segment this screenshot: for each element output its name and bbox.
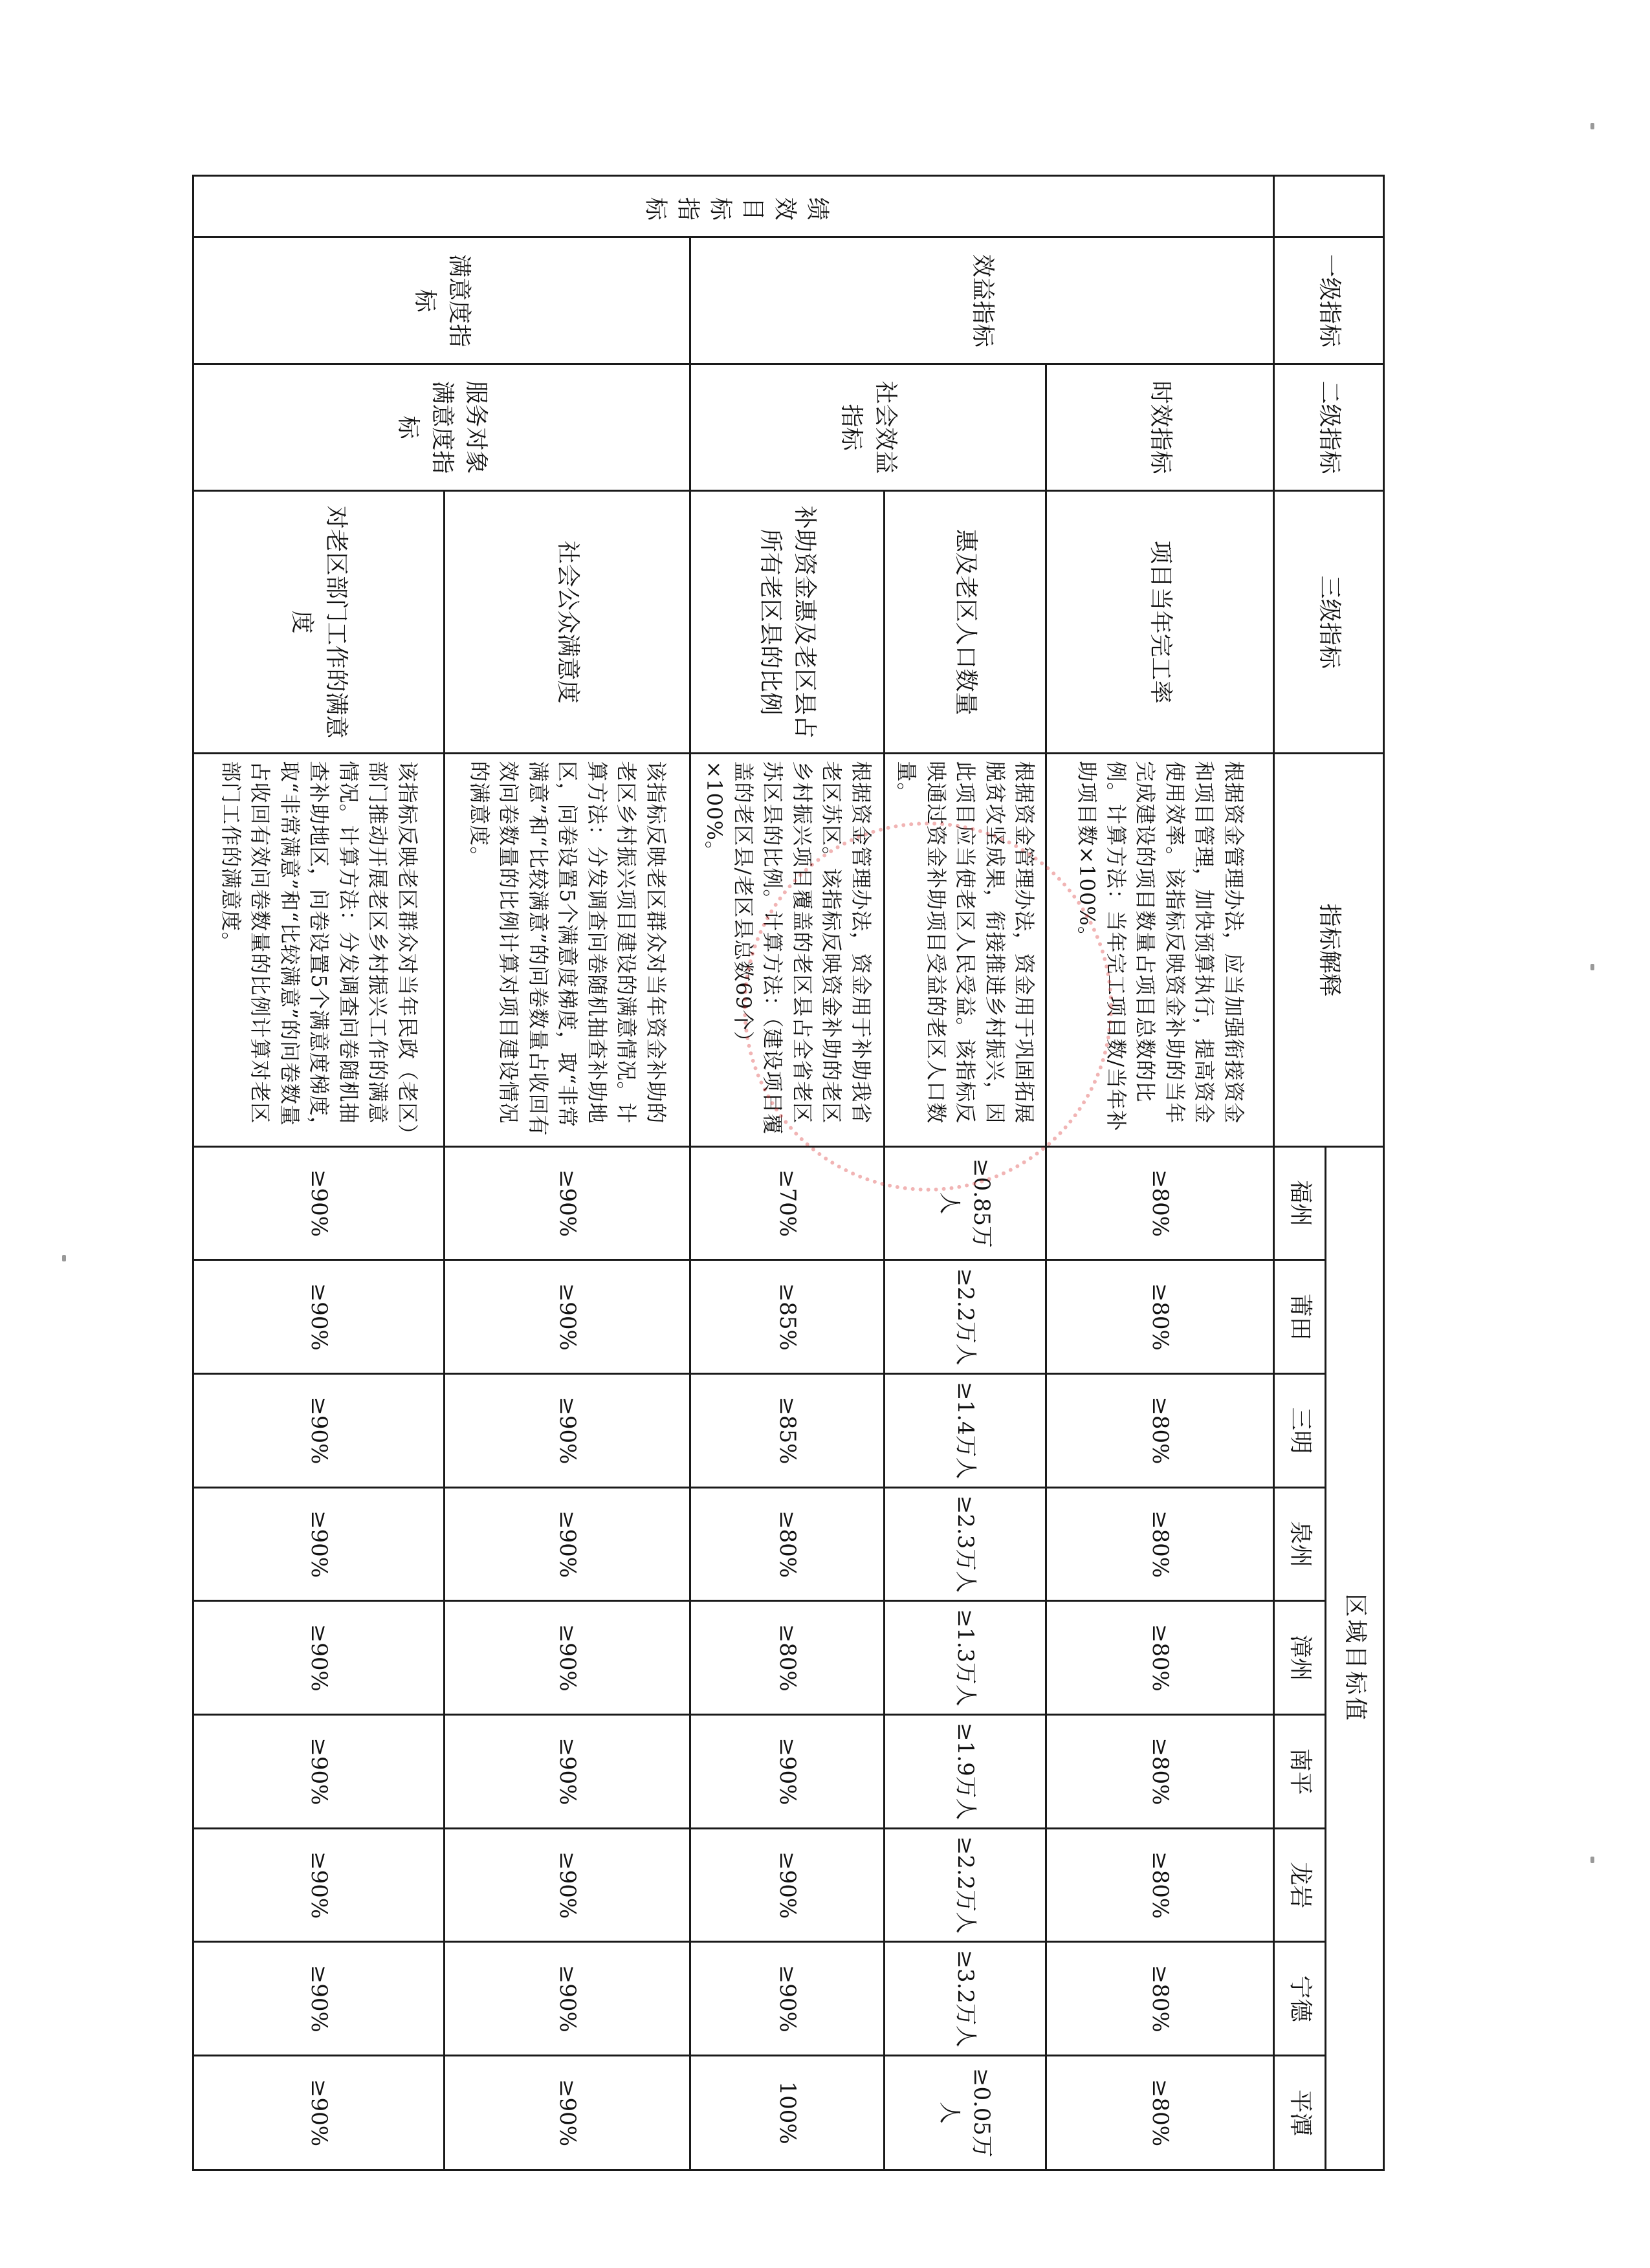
scan-speck: [1590, 964, 1594, 970]
value-cell: ≥80%: [690, 1487, 885, 1601]
header-level1: 一级指标: [1274, 237, 1384, 364]
value-cell: ≥90%: [690, 1828, 885, 1942]
value-cell: ≥90%: [445, 2056, 690, 2170]
level3-cell: 惠及老区人口数量: [885, 490, 1046, 754]
value-cell: ≥90%: [445, 1601, 690, 1715]
value-cell: ≥90%: [445, 1487, 690, 1601]
value-cell: ≥80%: [1046, 1260, 1274, 1374]
table-row: [1046, 176, 1274, 2170]
value-cell: ≥90%: [690, 1942, 885, 2056]
region-header-cell: 福州: [1274, 1146, 1326, 1260]
group-label-cell: [1274, 176, 1384, 237]
value-cell: ≥90%: [193, 1146, 445, 1260]
level3-cell: 项目当年完工率: [1046, 490, 1274, 754]
value-cell: ≥3.2万人: [885, 1942, 1046, 2056]
header-level3: 三级指标: [1274, 490, 1384, 754]
performance-target-table-page: [194, 175, 1385, 2171]
explanation-cell: 根据资金管理办法，资金用于巩固拓展脱贫攻坚成果，衔接推进乡村振兴，因此项目应当使老区人民受益。该指标反映通过资金补助项目受益的老区人口数量。: [885, 754, 1046, 1146]
value-cell: ≥1.3万人: [885, 1601, 1046, 1715]
region-header-cell: 漳州: [1274, 1601, 1326, 1715]
header-region-target: 区域目标值: [1326, 1146, 1384, 2170]
value-cell: ≥90%: [690, 1715, 885, 1829]
value-cell: ≥90%: [193, 1942, 445, 2056]
value-cell: ≥80%: [1046, 1828, 1274, 1942]
value-cell: ≥2.3万人: [885, 1487, 1046, 1601]
value-cell: ≥2.2万人: [885, 1828, 1046, 1942]
value-cell: ≥90%: [445, 1942, 690, 2056]
region-header-cell: 南平: [1274, 1715, 1326, 1829]
value-cell: ≥90%: [193, 1828, 445, 1942]
explanation-cell: 该指标反映老区群众对当年民政（老区）部门推动开展老区乡村振兴工作的满意情况。计算方法：分发调查问卷随机抽查补助地区，问卷设置5个满意度梯度，取“非常满意”和“比较满意”的问卷数量占收回有效问卷数量的比例计算对老区部门工作的满意度。: [193, 754, 445, 1146]
value-cell: ≥90%: [193, 1601, 445, 1715]
value-cell: ≥90%: [445, 1715, 690, 1829]
value-cell: ≥70%: [690, 1146, 885, 1260]
scan-speck: [1590, 1857, 1594, 1863]
level2-timeliness: 时效指标: [1046, 364, 1274, 491]
level1-benefit: 效益指标: [690, 237, 1274, 364]
region-header-cell: 莆田: [1274, 1260, 1326, 1374]
value-cell: ≥90%: [193, 1374, 445, 1488]
scan-speck: [1590, 123, 1594, 129]
value-cell: ≥90%: [445, 1260, 690, 1374]
value-cell: ≥90%: [193, 1715, 445, 1829]
value-cell: ≥0.05万人: [885, 2056, 1046, 2170]
region-header-cell: 三明: [1274, 1374, 1326, 1488]
explanation-cell: 该指标反映老区群众对当年资金补助的老区乡村振兴项目建设的满意情况。计算方法：分发调查问卷随机抽查补助地区，问卷设置5个满意度梯度，取“非常满意”和“比较满意”的问卷数量占收回有效问卷数量的比例计算对项目建设情况的满意度。: [445, 754, 690, 1146]
group-label: [193, 176, 1274, 237]
value-cell: ≥90%: [445, 1374, 690, 1488]
value-cell: ≥1.9万人: [885, 1715, 1046, 1829]
level3-cell: 对老区部门工作的满意度: [193, 490, 445, 754]
region-header-cell: 泉州: [1274, 1487, 1326, 1601]
explanation-cell: 根据资金管理办法，资金用于补助我省老区苏区。该指标反映资金补助的老区乡村振兴项目覆盖的老区县占全省老区苏区县的比例。计算方法：（建设项目覆盖的老区县/老区县总数69个）×100%。: [690, 754, 885, 1146]
value-cell: ≥0.85万人: [885, 1146, 1046, 1260]
value-cell: ≥80%: [690, 1601, 885, 1715]
region-header-cell: 平潭: [1274, 2056, 1326, 2170]
level3-cell: 补助资金惠及老区县占所有老区县的比例: [690, 490, 885, 754]
header-level2: 二级指标: [1274, 364, 1384, 491]
group-label-text: 绩效目标指标: [636, 193, 831, 221]
value-cell: ≥2.2万人: [885, 1260, 1046, 1374]
header-explanation: 指标解释: [1274, 754, 1384, 1146]
value-cell: ≥80%: [1046, 1601, 1274, 1715]
value-cell: ≥1.4万人: [885, 1374, 1046, 1488]
value-cell: ≥80%: [1046, 1487, 1274, 1601]
value-cell: ≥85%: [690, 1374, 885, 1488]
value-cell: ≥85%: [690, 1260, 885, 1374]
value-cell: 100%: [690, 2056, 885, 2170]
table-row: [445, 176, 690, 2170]
value-cell: ≥80%: [1046, 1715, 1274, 1829]
value-cell: ≥80%: [1046, 1942, 1274, 2056]
explanation-cell: 根据资金管理办法，应当加强衔接资金和项目管理，加快预算执行，提高资金使用效率。该指标反映资金补助的当年完成建设的项目数量占项目总数的比例。计算方法：当年完工项目数/当年补助项目数×100%。: [1046, 754, 1274, 1146]
value-cell: ≥90%: [193, 1260, 445, 1374]
level2-service: 服务对象满意度指标: [193, 364, 690, 491]
performance-target-table: [192, 175, 1385, 2171]
value-cell: ≥90%: [193, 1487, 445, 1601]
table-row: [885, 176, 1046, 2170]
value-cell: ≥80%: [1046, 1146, 1274, 1260]
region-header-cell: 龙岩: [1274, 1828, 1326, 1942]
level3-cell: 社会公众满意度: [445, 490, 690, 754]
value-cell: ≥90%: [445, 1146, 690, 1260]
level1-satisfaction: 满意度指标: [193, 237, 690, 364]
value-cell: ≥90%: [445, 1828, 690, 1942]
value-cell: ≥80%: [1046, 1374, 1274, 1488]
value-cell: ≥80%: [1046, 2056, 1274, 2170]
region-header-cell: 宁德: [1274, 1942, 1326, 2056]
value-cell: ≥90%: [193, 2056, 445, 2170]
scan-speck: [62, 1255, 66, 1261]
level2-social: 社会效益指标: [690, 364, 1046, 491]
